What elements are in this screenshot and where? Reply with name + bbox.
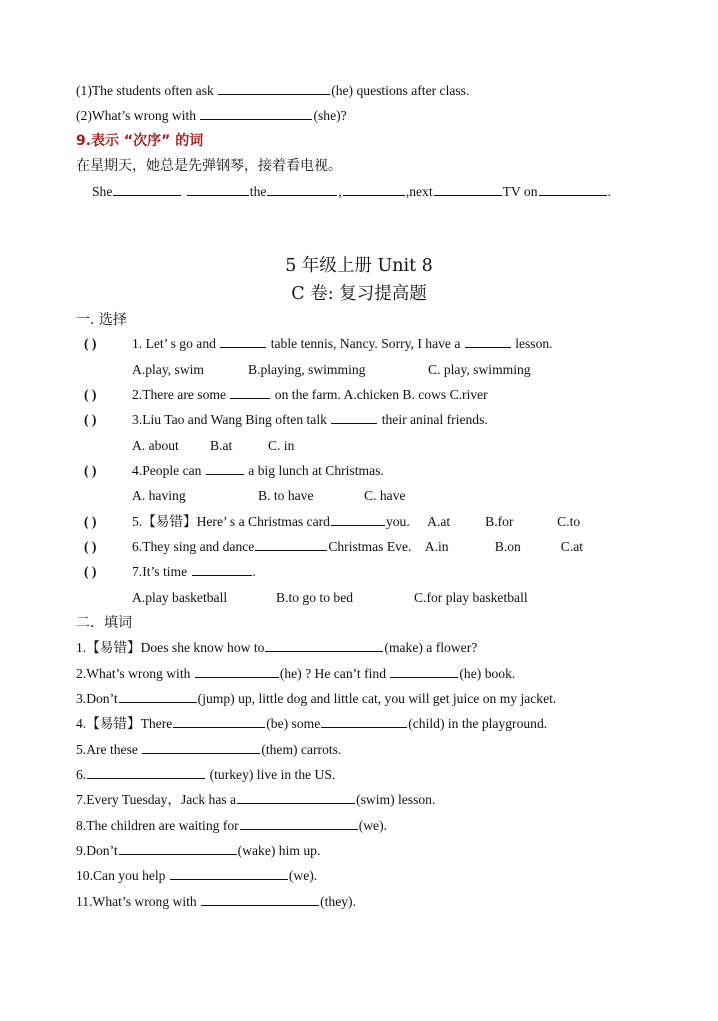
chinese-sentence: 在星期天，她总是先弹钢琴，接着看电视。 [76,158,342,174]
top-item-3 [92,183,611,201]
section-heading-choose: 一. 选择 [76,312,127,328]
answer-blank[interactable] [192,563,252,576]
text: lesson. [515,336,553,351]
option-a[interactable]: A.play, swim [132,362,204,377]
text: (2)What’s wrong with [76,108,197,123]
option-c[interactable]: C. in [268,438,295,453]
text: (be) some [266,716,321,731]
answer-blank[interactable] [218,82,330,95]
text: ,next [405,184,433,199]
text: 7.It’s time [132,564,188,579]
answer-blank[interactable] [87,766,205,779]
option-c[interactable]: C. have [364,488,406,503]
answer-paren[interactable]: ( ) [84,387,97,402]
text: (she)? [313,108,347,123]
text: 4.【易错】There [76,716,173,731]
option-c[interactable]: C.for play basketball [414,590,528,605]
fill-item-4 [76,715,547,733]
text: (child) in the playground. [408,716,548,731]
text: (1)The students often ask [76,83,214,98]
fill-item-3 [76,690,556,708]
text: 8.The children are waiting for [76,818,239,833]
answer-blank[interactable] [119,690,197,703]
answer-blank[interactable] [331,411,377,424]
answer-blank[interactable] [201,893,319,906]
text: 6.They sing and dance [132,539,255,554]
answer-blank[interactable] [142,741,260,754]
section-heading-fill: 二．填词 [76,615,132,631]
top-item-1 [76,82,469,100]
answer-paren[interactable]: ( ) [84,564,97,579]
question-4 [84,462,384,480]
option-a[interactable]: A. about [132,438,179,453]
option-c[interactable]: C.to [557,514,581,529]
answer-paren[interactable]: ( ) [84,412,97,427]
answer-paren[interactable]: ( ) [84,336,97,351]
fill-item-11 [76,893,356,911]
answer-blank[interactable] [255,538,327,551]
fill-item-8 [76,817,387,835]
answer-blank[interactable] [119,842,237,855]
text: you. [385,514,410,529]
text: (they). [320,894,356,909]
text: (he) ? He can’t find [279,666,386,681]
text: (we). [288,868,318,883]
text: 7.Every Tuesday，Jack has a [76,792,237,807]
answer-blank[interactable] [173,715,265,728]
question-5 [84,513,580,531]
option-a[interactable]: A.in [424,539,449,554]
answer-blank[interactable] [206,462,244,475]
text: 3.Liu Tao and Wang Bing often talk [132,412,327,427]
fill-item-10 [76,867,317,885]
text: (make) a flower? [384,640,478,655]
question-1-options [132,361,531,379]
option-c[interactable]: C.at [560,539,584,554]
text: 2.There are some [132,387,226,402]
text: 5.【易错】Here’ s a Christmas card [132,514,330,529]
text: (we). [358,818,387,833]
answer-blank[interactable] [187,183,249,196]
answer-blank[interactable] [200,107,312,120]
text: 4.People can [132,463,202,478]
text: (he) book. [459,666,516,681]
answer-blank[interactable] [237,791,355,804]
question-4-options [132,487,406,505]
option-b[interactable]: B.on [494,539,521,554]
answer-blank[interactable] [195,665,279,678]
text: 5.Are these [76,742,138,757]
answer-blank[interactable] [434,183,502,196]
answer-paren[interactable]: ( ) [84,514,97,529]
answer-blank[interactable] [267,183,337,196]
answer-paren[interactable]: ( ) [84,539,97,554]
text: 6. [76,767,87,782]
text: (he) questions after class. [331,83,470,98]
answer-blank[interactable] [343,183,405,196]
option-b[interactable]: B. to have [258,488,314,503]
answer-blank[interactable] [170,867,288,880]
page-subtitle: C 卷: 复习提高题 [291,284,427,304]
text: 11.What’s wrong with [76,894,197,909]
text: 9.Don’t [76,843,118,858]
text: 2.What’s wrong with [76,666,191,681]
fill-item-9 [76,842,320,860]
text: their aninal friends. [381,412,488,427]
text: (turkey) live in the US. [209,767,336,782]
text: 10.Can you help [76,868,166,883]
text: . [252,564,256,579]
question-6 [84,538,583,556]
text: (swim) lesson. [356,792,436,807]
text: Christmas Eve. [328,539,412,554]
answer-blank[interactable] [321,715,407,728]
text: (wake) him up. [237,843,321,858]
answer-blank[interactable] [390,665,458,678]
fill-item-2 [76,665,515,683]
text: She [92,184,113,199]
answer-blank[interactable] [220,335,266,348]
fill-item-7 [76,791,435,809]
option-b[interactable]: B.to go to bed [276,590,354,605]
text: table tennis, Nancy. Sorry, I have a [270,336,461,351]
question-7 [84,563,256,581]
text: the [249,184,267,199]
text: (jump) up, little dog and little cat, you will get juice on my jacket. [197,691,557,706]
text: TV on [502,184,538,199]
text: a big lunch at Christmas. [248,463,384,478]
answer-blank[interactable] [113,183,181,196]
question-2 [84,386,488,404]
top-item-2 [76,107,347,125]
option-b[interactable]: B.at [210,438,233,453]
answer-blank[interactable] [331,513,385,526]
text: 3.Don’t [76,691,118,706]
text: 1.【易错】Does she know how to [76,640,265,655]
answer-blank[interactable] [230,386,270,399]
question-3-options [132,437,294,455]
answer-blank[interactable] [240,817,358,830]
answer-paren[interactable]: ( ) [84,463,97,478]
answer-blank[interactable] [539,183,607,196]
fill-item-5 [76,741,341,759]
text: . [607,184,611,199]
text: , [338,184,342,199]
option-c[interactable]: C. play, swimming [428,362,531,377]
answer-blank[interactable] [465,335,511,348]
fill-item-6 [76,766,335,784]
question-1 [84,335,553,353]
answer-blank[interactable] [265,639,383,652]
page-title: 5 年级上册 Unit 8 [285,256,433,276]
fill-item-1 [76,639,477,657]
text: 1. Let’ s go and [132,336,216,351]
option-a[interactable]: A. having [132,488,186,503]
option-b[interactable]: B.for [485,514,514,529]
text: on the farm. A.chicken B. cows C.river [274,387,488,402]
question-3 [84,411,488,429]
option-a[interactable]: A.play basketball [132,590,228,605]
heading-order-words: 9.表示 “次序” 的词 [76,133,204,149]
text: (them) carrots. [261,742,342,757]
option-b[interactable]: B.playing, swimming [248,362,366,377]
option-a[interactable]: A.at [427,514,451,529]
question-7-options [132,589,528,607]
